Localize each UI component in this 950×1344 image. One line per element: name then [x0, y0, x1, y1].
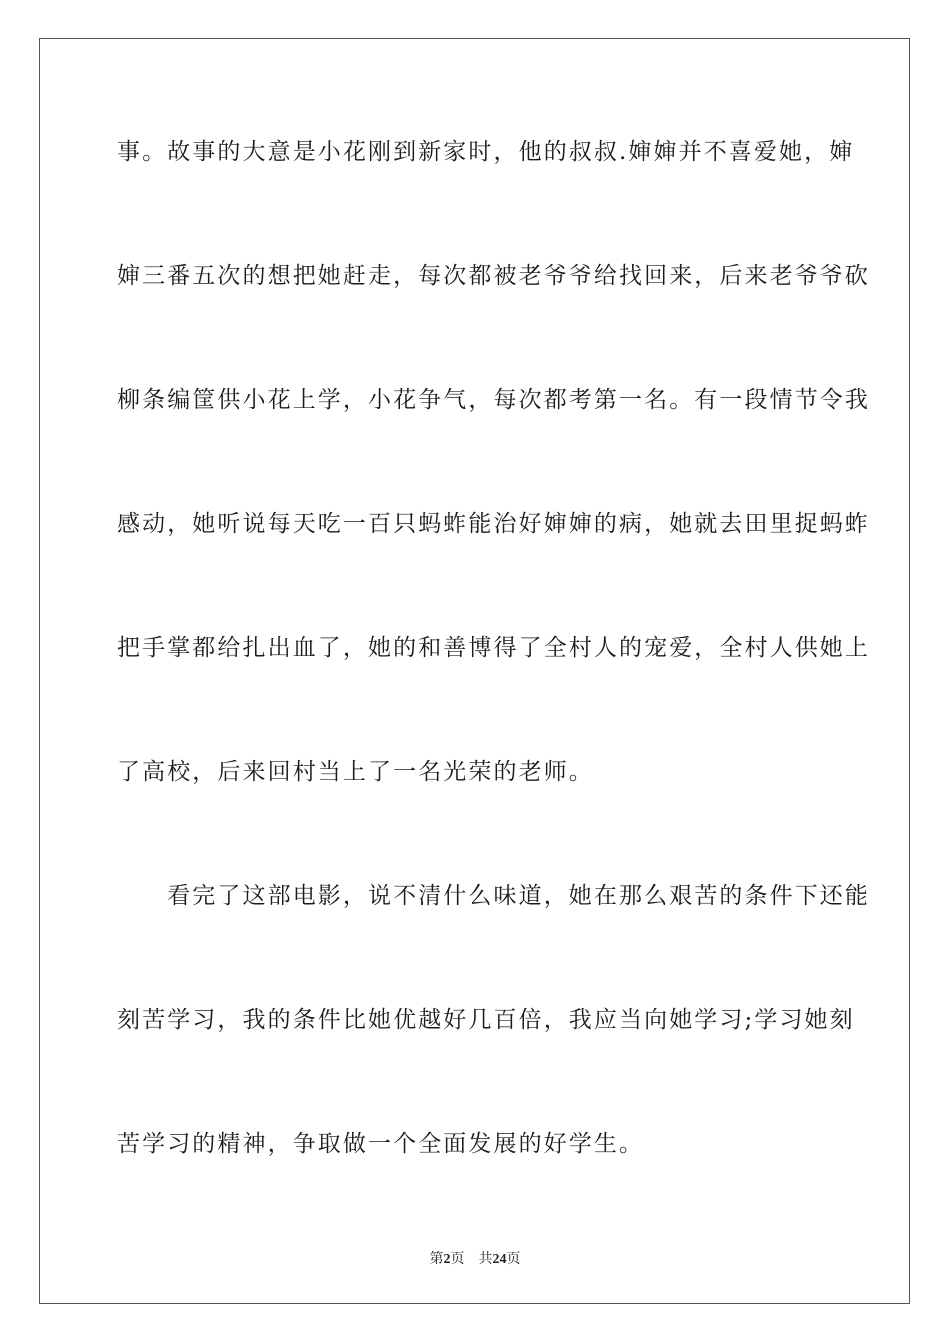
- body-text-line-9: 苦学习的精神，争取做一个全面发展的好学生。: [117, 1131, 645, 1157]
- body-text-line-8: 刻苦学习，我的条件比她优越好几百倍，我应当向她学习;学习她刻: [117, 1007, 855, 1033]
- page-suffix: 页: [450, 1252, 465, 1267]
- body-text-line-3: 柳条编筐供小花上学，小花争气，每次都考第一名。有一段情节令我: [117, 387, 870, 413]
- total-pages: 24: [492, 1252, 507, 1267]
- body-text-line-4: 感动，她听说每天吃一百只蚂蚱能治好婶婶的病，她就去田里捉蚂蚱: [117, 511, 870, 537]
- page-footer: [0, 1248, 950, 1268]
- body-text-line-7: 看完了这部电影，说不清什么味道，她在那么艰苦的条件下还能: [117, 883, 870, 909]
- body-text-line-2: 婶三番五次的想把她赶走，每次都被老爷爷给找回来，后来老爷爷砍: [117, 263, 870, 289]
- body-text-line-6: 了高校，后来回村当上了一名光荣的老师。: [117, 759, 594, 785]
- total-prefix: 共: [478, 1252, 493, 1267]
- page-number: 2: [443, 1252, 451, 1267]
- page-prefix: 第: [429, 1252, 444, 1267]
- page-border: [39, 38, 910, 1304]
- body-text-line-1: 事。故事的大意是小花刚到新家时，他的叔叔.婶婶并不喜爱她，婶: [117, 139, 855, 165]
- total-suffix: 页: [506, 1252, 521, 1267]
- body-text-line-5: 把手掌都给扎出血了，她的和善博得了全村人的宠爱，全村人供她上: [117, 635, 870, 661]
